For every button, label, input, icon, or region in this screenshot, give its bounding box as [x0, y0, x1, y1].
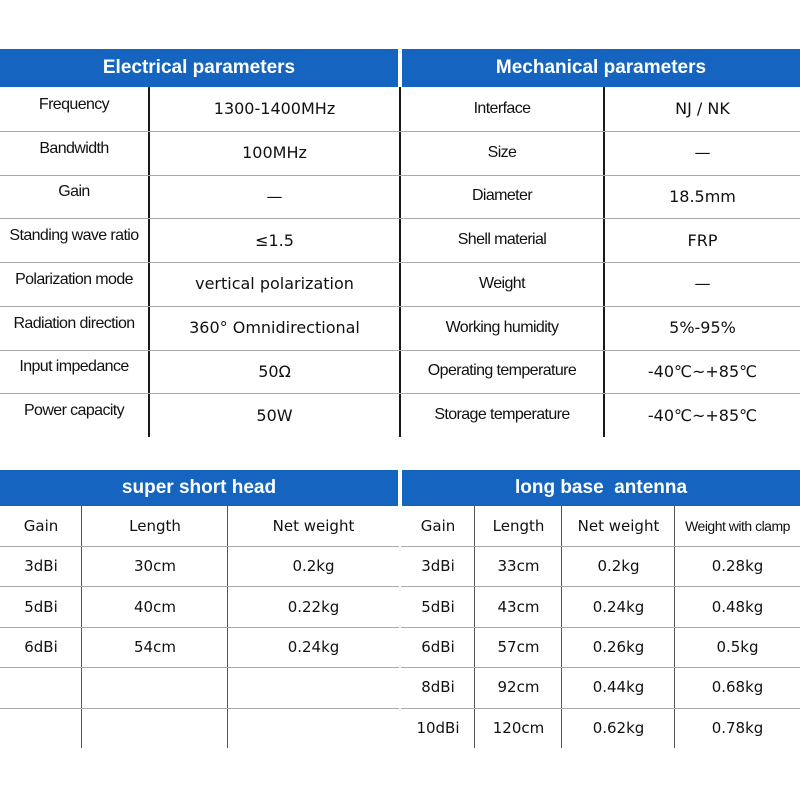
row-divider: [0, 708, 399, 709]
table-cell: 30cm: [134, 557, 176, 576]
mechanical-param-label: Storage temperature: [434, 406, 570, 424]
electrical-parameters-header: [0, 49, 398, 87]
parameters-table: [0, 87, 800, 437]
table-cell: 0.62kg: [592, 718, 645, 737]
column-header: Gain: [420, 517, 456, 535]
table-cell: [82, 708, 228, 748]
table-cell: 120cm: [492, 718, 545, 737]
electrical-param-label: Gain: [58, 183, 90, 201]
electrical-param-label: Polarization mode: [15, 270, 133, 288]
table-cell: 5dBi: [421, 597, 455, 616]
electrical-param-label: Input impedance: [19, 358, 129, 376]
column-header: Length: [492, 517, 545, 535]
row-divider: [0, 131, 800, 132]
table-cell: 0.44kg: [592, 678, 645, 697]
row-divider: [401, 708, 800, 709]
mechanical-param-value: NJ / NK: [675, 99, 730, 119]
table-cell: 0.26kg: [592, 637, 645, 656]
row-divider: [0, 306, 800, 307]
row-divider: [401, 667, 800, 668]
row-divider: [401, 627, 800, 628]
mechanical-param-label: Weight: [479, 274, 525, 292]
long-base-antenna-title: long base antenna: [514, 477, 688, 498]
electrical-param-value: —: [266, 186, 283, 206]
column-header: Net weight: [272, 517, 355, 535]
row-divider: [0, 393, 800, 394]
table-cell: [0, 708, 82, 748]
mechanical-param-label: Working humidity: [445, 318, 559, 336]
mechanical-param-label: Diameter: [471, 187, 533, 205]
column-header: Net weight: [577, 517, 660, 535]
mechanical-param-label: Size: [487, 143, 517, 161]
mechanical-param-label: Shell material: [457, 231, 547, 249]
table-cell: 5dBi: [24, 597, 58, 616]
row-divider: [0, 175, 800, 176]
table-cell: 0.28kg: [711, 557, 764, 576]
mechanical-parameters-header: [402, 49, 800, 87]
table-cell: 0.22kg: [287, 597, 340, 616]
electrical-param-label: Radiation direction: [13, 314, 135, 332]
table-cell: 10dBi: [416, 718, 460, 737]
table-cell: [228, 708, 399, 748]
column-header: Weight with clamp: [685, 518, 790, 534]
table-cell: 0.24kg: [592, 597, 645, 616]
row-divider: [0, 627, 399, 628]
super-short-head-table: [0, 506, 399, 748]
mechanical-param-value: -40℃~+85℃: [647, 405, 758, 425]
table-cell: 0.78kg: [711, 718, 764, 737]
table-cell: 57cm: [497, 637, 540, 656]
table-cell: 6dBi: [24, 637, 58, 656]
electrical-param-value: ≤1.5: [255, 230, 294, 250]
row-divider: [0, 586, 399, 587]
electrical-param-label: Frequency: [38, 95, 110, 113]
table-cell: 54cm: [134, 637, 176, 656]
electrical-param-value: 100MHz: [242, 143, 307, 163]
super-short-head-title: super short head: [121, 477, 277, 498]
mechanical-param-label: Interface: [473, 99, 531, 117]
electrical-param-value: 1300-1400MHz: [213, 99, 336, 119]
table-cell: 0.5kg: [716, 637, 759, 656]
table-cell: 0.48kg: [711, 597, 764, 616]
row-divider: [0, 262, 800, 263]
electrical-parameters-title: Electrical parameters: [102, 57, 296, 78]
electrical-param-label: Power capacity: [23, 402, 125, 420]
long-base-antenna-header: [402, 470, 800, 506]
mechanical-param-value: 5%-95%: [669, 318, 736, 338]
super-short-head-header: [0, 470, 398, 506]
table-cell: [228, 667, 399, 707]
column-header: Gain: [23, 517, 59, 535]
table-cell: 8dBi: [421, 678, 455, 697]
table-cell: 33cm: [497, 557, 540, 576]
table-cell: 6dBi: [421, 637, 455, 656]
table-cell: 3dBi: [421, 557, 455, 576]
table-cell: [82, 667, 228, 707]
table-cell: [0, 667, 82, 707]
table-cell: 40cm: [134, 597, 176, 616]
mechanical-param-value: 18.5mm: [669, 186, 736, 206]
mechanical-param-value: —: [694, 143, 711, 163]
mechanical-param-value: —: [694, 274, 711, 294]
row-divider: [401, 586, 800, 587]
electrical-param-value: vertical polarization: [195, 274, 354, 294]
electrical-param-label: Standing wave ratio: [9, 227, 139, 245]
table-cell: 0.68kg: [711, 678, 764, 697]
mechanical-parameters-title: Mechanical parameters: [495, 57, 707, 78]
table-cell: 0.24kg: [287, 637, 340, 656]
mechanical-param-value: -40℃~+85℃: [647, 361, 758, 381]
column-header: Length: [129, 517, 181, 535]
table-cell: 3dBi: [24, 557, 58, 576]
table-cell: 43cm: [497, 597, 540, 616]
row-divider: [0, 350, 800, 351]
table-cell: 92cm: [497, 678, 540, 697]
table-cell: 0.2kg: [597, 557, 640, 576]
electrical-param-value: 360° Omnidirectional: [189, 318, 360, 338]
electrical-param-label: Bandwidth: [39, 139, 109, 157]
row-divider: [0, 218, 800, 219]
electrical-param-value: 50Ω: [258, 361, 291, 381]
table-cell: 0.2kg: [292, 557, 335, 576]
mechanical-param-label: Operating temperature: [427, 362, 577, 380]
long-base-antenna-table: [401, 506, 800, 748]
electrical-param-value: 50W: [256, 405, 293, 425]
row-divider: [0, 667, 399, 668]
mechanical-param-value: FRP: [687, 230, 718, 250]
